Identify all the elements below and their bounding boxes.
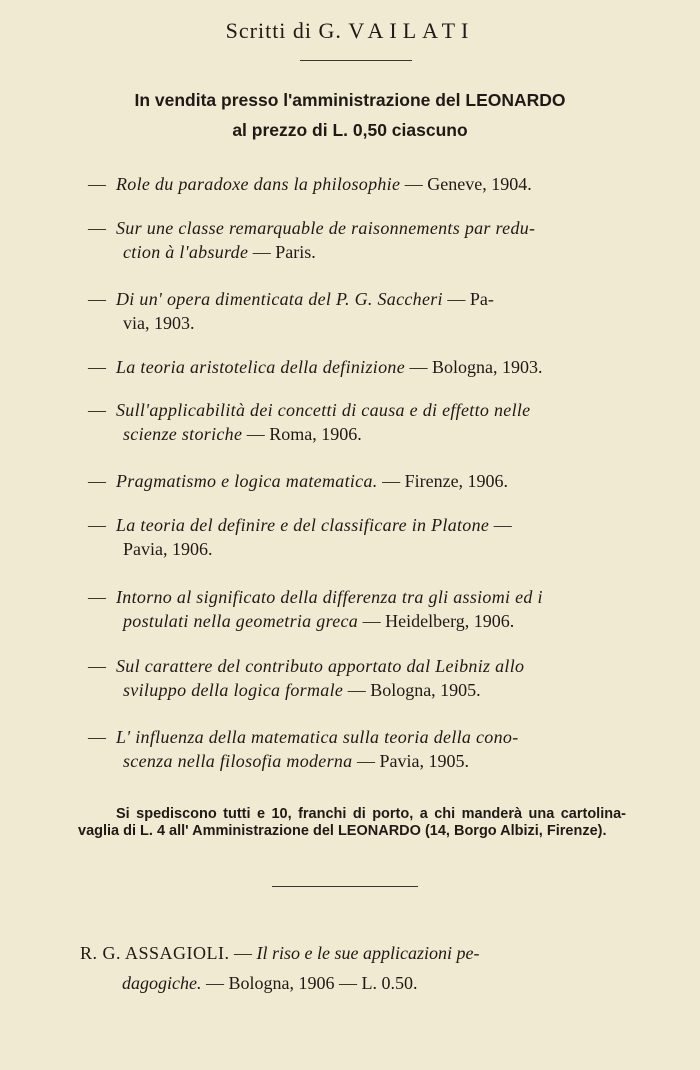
footer-place: — Bologna, 1906 — L. 0.50. [201,973,418,993]
entry-dash: — [88,357,106,377]
entry-dash: — [88,727,106,747]
entry-dash: — [88,656,106,676]
footer-title-a: Il riso e le sue applicazioni pe- [256,943,480,963]
publication-entry [88,172,636,196]
publication-entry [88,398,636,446]
publication-entry [88,585,636,633]
footer-entry: R. G. ASSAGIOLI. — Il riso e le sue applicazioni pe- dagogiche. — Bologna, 1906 — L. 0.50. [80,943,480,993]
publication-entry [88,725,636,773]
entry-dash: — [88,471,106,491]
entry-title: La teoria aristotelica della definizione [116,357,405,377]
entry-place-continued: Pavia, 1906. [123,539,213,559]
entry-title-continued: ction à l'absurde [123,242,249,262]
entry-place: — [489,515,512,535]
entry-place: — Bologna, 1903. [404,357,543,377]
entry-place: — Firenze, 1906. [377,471,509,491]
entry-dash: — [88,515,106,535]
sale-notice-line2: al prezzo di L. 0,50 ciascuno [232,120,468,140]
entry-title-continued: postulati nella geometria greca [123,611,359,631]
publication-entry [88,469,636,493]
entry-title: Pragmatismo e logica matematica. [116,471,378,491]
entry-dash: — [88,289,106,309]
entry-dash: — [88,587,106,607]
entry-title-continued: scenza nella filosofia moderna [123,751,353,771]
page-title [0,18,700,44]
publication-entry [88,513,636,561]
entry-place-continued: — Bologna, 1905. [343,680,481,700]
publication-entry [88,654,636,702]
entry-place: — Geneve, 1904. [400,174,532,194]
entry-place-continued: — Roma, 1906. [242,424,362,444]
entry-title-continued: sviluppo della logica formale [123,680,344,700]
title-prefix: Scritti di G. [225,18,342,43]
sale-notice-line1: In vendita presso l'amministrazione del LEONARDO [134,90,566,110]
entry-title: Sull'applicabilità dei concetti di causa e di effetto nelle [116,400,531,420]
entry-title: Role du paradoxe dans la philosophie [116,174,401,194]
publication-entry [88,355,636,379]
title-author-name: VAILATI [348,18,475,43]
publication-entry [88,287,636,335]
entry-dash: — [88,218,106,238]
entry-place-continued: — Heidelberg, 1906. [358,611,515,631]
entry-title-continued: scienze storiche [123,424,243,444]
middle-divider [272,886,418,887]
entry-place-continued: — Pavia, 1905. [352,751,469,771]
entry-title: Di un' opera dimenticata del P. G. Saccheri [116,289,443,309]
entry-title: La teoria del definire e del classificare in Platone [116,515,490,535]
footer-author: R. G. ASSAGIOLI. [80,943,230,963]
shipping-notice: Si spediscono tutti e 10, franchi di porto, a chi manderà una cartolina-vaglia di L. 4 all' Amministrazione del LEONARDO (14, Borgo Albizi, Firenze). [78,806,626,839]
entry-title: Intorno al significato della differenza tra gli assiomi ed i [116,587,543,607]
entry-place-continued: via, 1903. [123,313,195,333]
entry-title: L' influenza della matematica sulla teoria della cono- [116,727,519,747]
entry-title: Sul carattere del contributo apportato dal Leibniz allo [116,656,525,676]
entry-place: — Pa- [442,289,494,309]
footer-title-b: dagogiche. [122,973,202,993]
top-divider [300,60,412,61]
entry-dash: — [88,400,106,420]
entry-title: Sur une classe remarquable de raisonnements par redu- [116,218,536,238]
publication-entry [88,216,636,264]
entry-place-continued: — Paris. [248,242,316,262]
entry-dash: — [88,174,106,194]
